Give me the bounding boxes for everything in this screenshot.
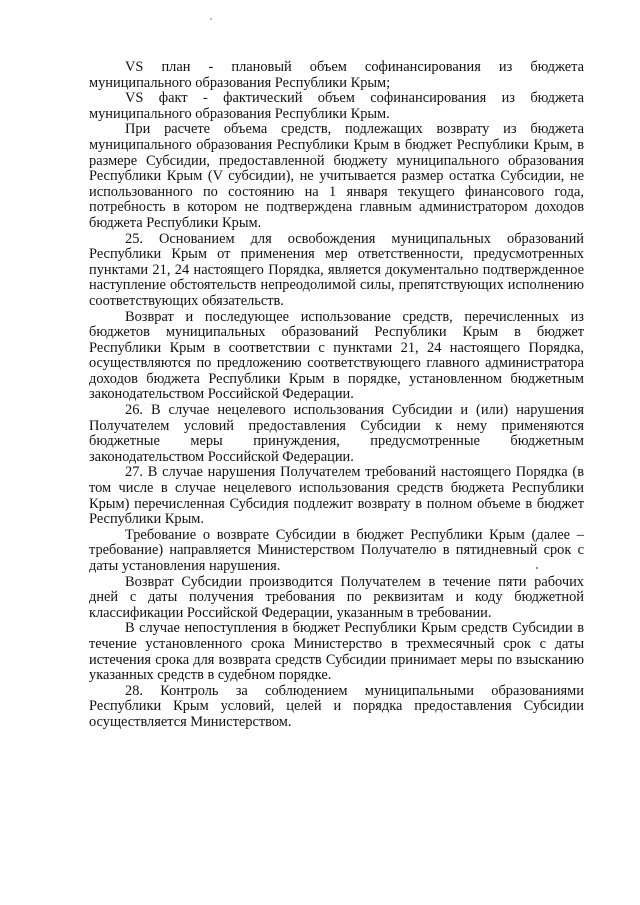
paragraph-vs-fact: VS факт - фактический объем софинансирования из бюджета муниципального образования Республики Крым. (89, 90, 584, 122)
paragraph-item-28: 28. Контроль за соблюдением муниципальными образованиями Республики Крым условий, целей и порядка предоставления Субсидии осуществляется Министерством. (89, 682, 584, 730)
paragraph-return-calculation: При расчете объема средств, подлежащих возврату из бюджета муниципального образования Республики Крым в бюджет Республики Крым, в размере Субсидии, предоставленной бюджету муниципального образования Республики Крым (V субсидии), не учитывается размер остатка Субсидии, не использованного по состоянию на 1 января текущего финансового года, потребность в котором не подтверждена главным администратором доходов бюджета Республики Крым. (89, 121, 584, 231)
scan-speck (210, 18, 212, 20)
paragraph-requirement: Требование о возврате Субсидии в бюджет Республики Крым (далее – требование) направляется Министерством Получателю в пятидневный срок с даты установления нарушения. (89, 526, 584, 574)
paragraph-item-25: 25. Основанием для освобождения муниципальных образований Республики Крым от применения мер ответственности, предусмотренных пунктами 21, 24 настоящего Порядка, является документально подтвержденное наступление обстоятельств непреодолимой силы, препятствующих исполнению соответствующих обязательств. (89, 230, 584, 309)
document-body (89, 60, 584, 731)
paragraph-vs-plan: VS план - плановый объем софинансирования из бюджета муниципального образования Республики Крым; (89, 59, 584, 91)
paragraph-non-receipt: В случае непоступления в бюджет Республики Крым средств Субсидии в течение установленного срока Министерство в трехмесячный срок с даты истечения срока для возврата средств Субсидии принимает меры по взысканию указанных средств в судебном порядке. (89, 620, 584, 684)
paragraph-return-usage: Возврат и последующее использование средств, перечисленных из бюджетов муниципальных образований Республики Крым в бюджет Республики Крым в соответствии с пунктами 21, 24 настоящего Порядка, осуществляются по предложению соответствующего главного администратора доходов бюджета Республики Крым в порядке, установленном бюджетным законодательством Российской Федерации. (89, 308, 584, 403)
paragraph-item-27: 27. В случае нарушения Получателем требований настоящего Порядка (в том числе в случае нецелевого использования средств бюджета Республики Крым) перечисленная Субсидия подлежит возврату в полном объеме в бюджет Республики Крым. (89, 464, 584, 528)
paragraph-item-26: 26. В случае нецелевого использования Субсидии и (или) нарушения Получателем условий предоставления Субсидии к нему применяются бюджетные меры принуждения, предусмотренные бюджетным законодательством Российской Федерации. (89, 402, 584, 465)
paragraph-refund: Возврат Субсидии производится Получателем в течение пяти рабочих дней с даты получения требования по реквизитам и коду бюджетной классификации Российской Федерации, указанным в требовании. (89, 573, 584, 621)
